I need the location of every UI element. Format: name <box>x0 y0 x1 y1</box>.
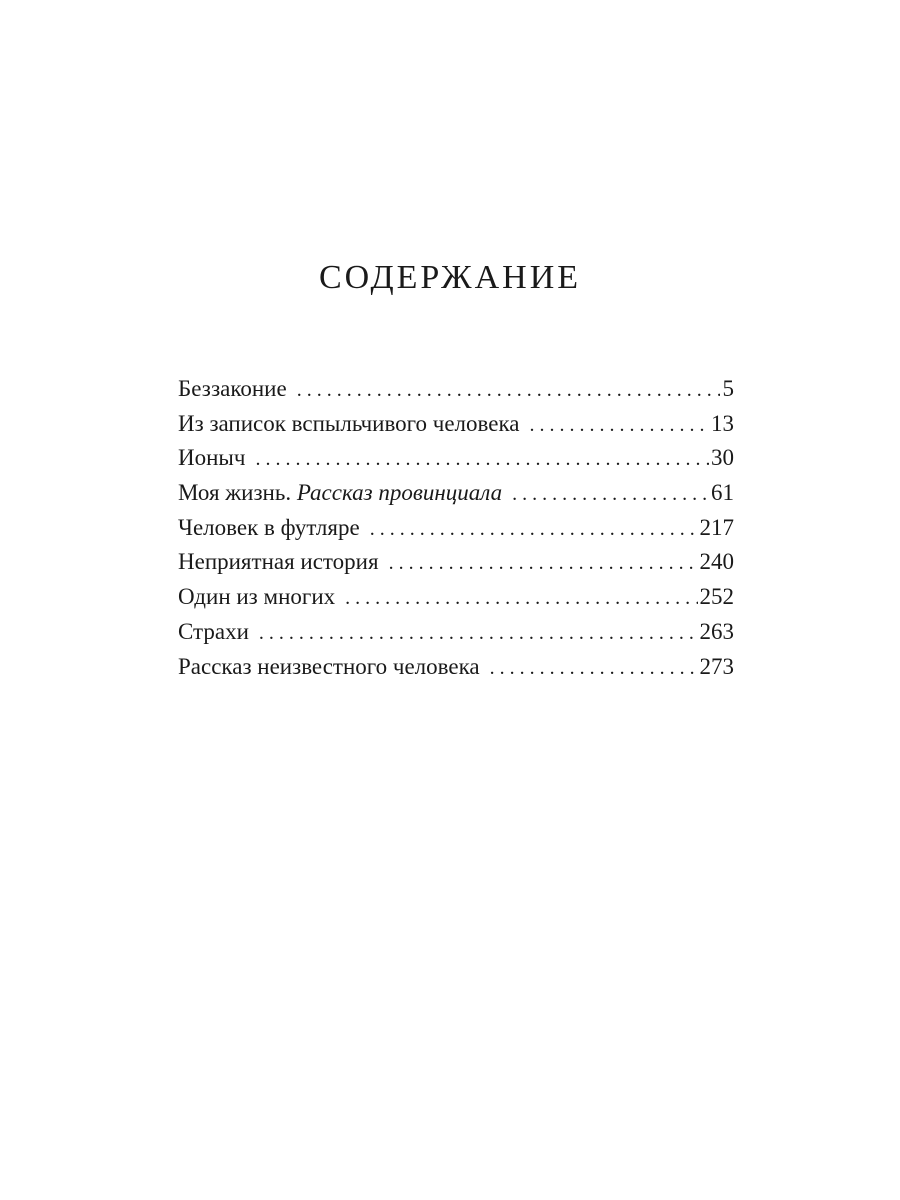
toc-page-number: 217 <box>699 514 734 540</box>
toc-entry[interactable] <box>178 511 734 546</box>
toc-dot-leader <box>297 373 720 407</box>
toc-dot-leader <box>490 651 698 685</box>
toc-dot-leader <box>255 442 709 476</box>
toc-entry[interactable] <box>178 580 734 615</box>
toc-page-number: 13 <box>711 410 734 436</box>
toc-entry[interactable] <box>178 372 734 407</box>
toc-page-number: 273 <box>699 653 734 679</box>
toc-page-number: 61 <box>711 480 734 506</box>
toc-dot-leader <box>370 512 698 546</box>
table-of-contents <box>178 372 734 684</box>
toc-entry-title: Страхи <box>178 618 249 644</box>
toc-entry-title: Ионыч <box>178 445 246 471</box>
toc-entry-title: Неприятная история <box>178 549 379 575</box>
toc-page-number: 252 <box>699 584 734 610</box>
toc-entry[interactable] <box>178 441 734 476</box>
toc-dot-leader <box>389 546 698 580</box>
toc-entry[interactable] <box>178 650 734 685</box>
toc-dot-leader <box>512 477 709 511</box>
toc-entry[interactable] <box>178 407 734 442</box>
toc-entry-title: Беззаконие <box>178 376 287 401</box>
toc-entry-subtitle: Рассказ провинциала <box>296 480 503 506</box>
toc-entry[interactable] <box>178 545 734 580</box>
toc-dot-leader <box>259 616 698 650</box>
toc-entry-title: Человек в футляре <box>178 514 360 540</box>
toc-entry-title: Рассказ неизвестного человека <box>178 653 480 679</box>
toc-page-number: 240 <box>699 549 734 575</box>
toc-page-number: 5 <box>722 376 734 401</box>
toc-entry-title: Из записок вспыльчивого человека <box>178 410 520 436</box>
toc-page-number: 30 <box>711 445 734 471</box>
toc-dot-leader <box>345 581 697 615</box>
toc-entry[interactable] <box>178 476 734 511</box>
page-title: СОДЕРЖАНИЕ <box>318 259 582 296</box>
toc-entry-title: Один из многих <box>178 584 336 610</box>
toc-entry-title: Моя жизнь. Рассказ провинциала <box>178 480 503 506</box>
toc-entry[interactable] <box>178 615 734 650</box>
toc-page-number: 263 <box>699 618 734 644</box>
toc-dot-leader <box>530 408 709 442</box>
